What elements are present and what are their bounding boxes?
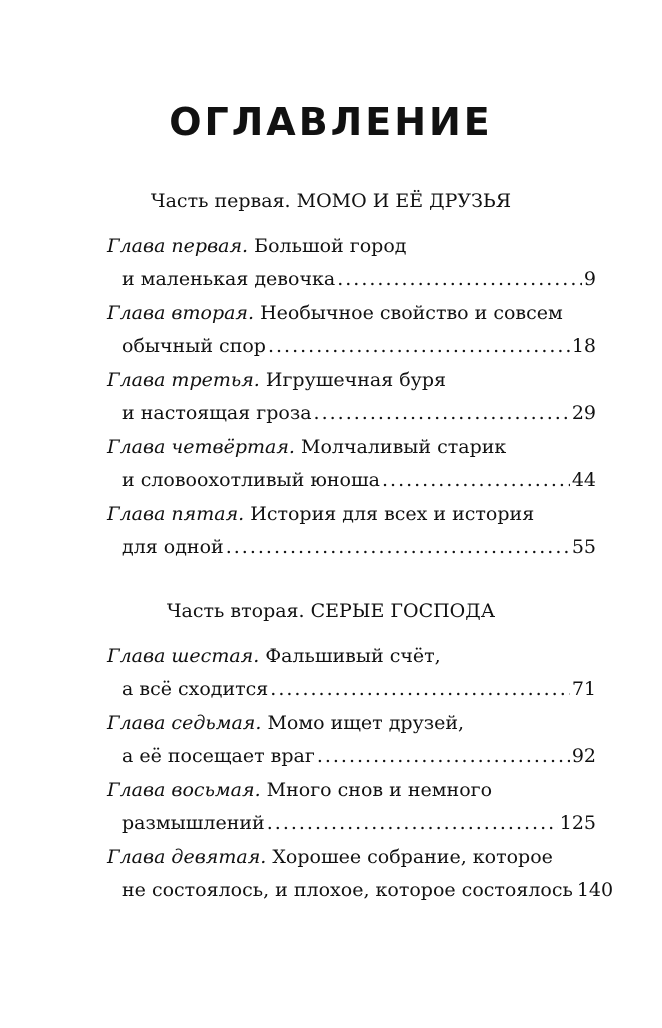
page-number: 55 [571, 536, 596, 558]
chapter-4-line [107, 436, 506, 458]
chapter-label: Глава первая. [107, 235, 249, 257]
chapter-title: Много снов и немного [266, 779, 493, 801]
chapter-label: Глава вторая. [107, 302, 255, 324]
chapter-title: Момо ищет друзей, [267, 712, 465, 734]
chapter-9-line [107, 846, 553, 868]
chapter-7-line [107, 712, 464, 734]
chapter-1-page-line [122, 268, 596, 290]
page-number: 29 [571, 402, 596, 424]
chapter-3-page-line [122, 402, 596, 424]
page-number: 44 [571, 469, 596, 491]
chapter-title-cont: и настоящая гроза [122, 402, 312, 424]
chapter-title: Фальшивый счёт, [265, 645, 441, 667]
chapter-label: Глава третья. [107, 369, 260, 391]
dot-leader [337, 268, 582, 290]
chapter-title-cont: а всё сходится [122, 678, 269, 700]
page-number: 9 [583, 268, 596, 290]
page-number: 125 [559, 812, 596, 834]
chapter-title: Большой город [254, 235, 407, 257]
chapter-2-line [107, 302, 563, 324]
page-number: 92 [571, 745, 596, 767]
dot-leader [314, 402, 570, 424]
dot-leader [267, 812, 558, 834]
page-number: 18 [571, 335, 596, 357]
chapter-3-line [107, 369, 446, 391]
chapter-label: Глава восьмая. [107, 779, 261, 801]
chapter-6-line [107, 645, 441, 667]
chapter-9-page-line [122, 879, 614, 901]
chapter-title-cont: и маленькая девочка [122, 268, 336, 290]
dot-leader [226, 536, 570, 558]
dot-leader [268, 335, 570, 357]
chapter-title-cont: обычный спор [122, 335, 266, 357]
chapter-title-cont: а её посещает враг [122, 745, 315, 767]
chapter-label: Глава седьмая. [107, 712, 262, 734]
part-heading-1: Часть первая. МОМО И ЕЁ ДРУЗЬЯ [150, 190, 512, 212]
chapter-label: Глава шестая. [107, 645, 260, 667]
chapter-title-cont: размышлений [122, 812, 265, 834]
toc-title: ОГЛАВЛЕНИЕ [169, 100, 493, 144]
chapter-title: История для всех и история [250, 503, 535, 525]
page-number: 140 [576, 879, 614, 901]
dot-leader [317, 745, 570, 767]
chapter-6-page-line [122, 678, 596, 700]
chapter-4-page-line [122, 469, 596, 491]
chapter-5-page-line [122, 536, 596, 558]
page-number: 71 [571, 678, 596, 700]
chapter-8-line [107, 779, 492, 801]
chapter-5-line [107, 503, 534, 525]
dot-leader [382, 469, 570, 491]
chapter-label: Глава пятая. [107, 503, 245, 525]
part-heading-2: Часть вторая. СЕРЫЕ ГОСПОДА [166, 600, 496, 622]
chapter-8-page-line [122, 812, 596, 834]
chapter-title: Игрушечная буря [265, 369, 447, 391]
dot-leader [270, 678, 570, 700]
chapter-label: Глава четвёртая. [107, 436, 295, 458]
chapter-1-line [107, 235, 406, 257]
chapter-title: Хорошее собрание, которое [272, 846, 553, 868]
chapter-7-page-line [122, 745, 596, 767]
chapter-title: Необычное свойство и совсем [260, 302, 563, 324]
chapter-label: Глава девятая. [107, 846, 267, 868]
chapter-title-cont: не состоялось, и плохое, которое состоялось [122, 879, 573, 901]
chapter-2-page-line [122, 335, 596, 357]
chapter-title-cont: и словоохотливый юноша [122, 469, 380, 491]
chapter-title-cont: для одной [122, 536, 224, 558]
chapter-title: Молчаливый старик [301, 436, 507, 458]
